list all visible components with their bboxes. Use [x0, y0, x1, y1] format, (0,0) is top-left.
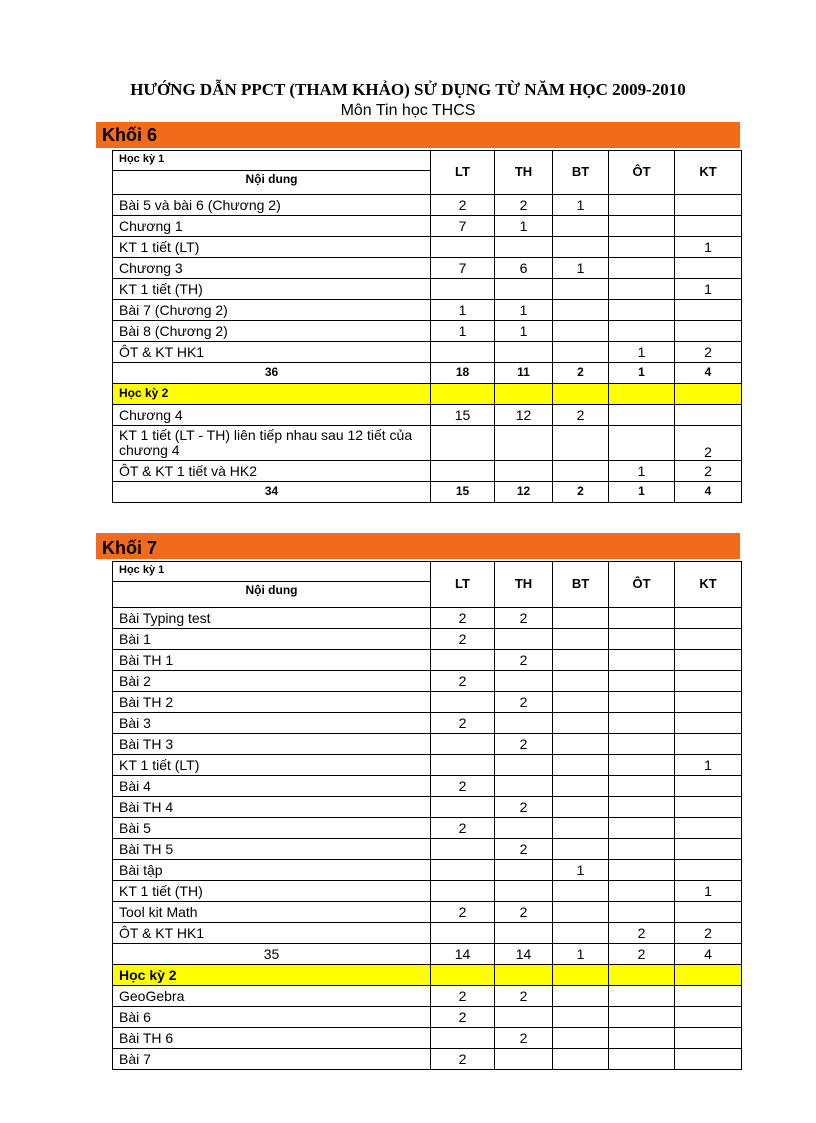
value-cell [609, 258, 675, 279]
content-cell: Bài TH 4 [113, 797, 431, 818]
value-cell [553, 797, 609, 818]
content-cell: ÔT & KT HK1 [113, 342, 431, 363]
value-cell [675, 1049, 742, 1070]
table-row [113, 195, 742, 216]
value-cell: 2 [675, 426, 742, 461]
value-cell: 2 [431, 986, 495, 1007]
content-cell: Bài TH 5 [113, 839, 431, 860]
value-cell: 2 [675, 923, 742, 944]
value-cell [675, 734, 742, 755]
value-cell [609, 881, 675, 902]
value-cell [609, 426, 675, 461]
total-cell: 34 [113, 482, 431, 503]
content-column-header: Nội dung [245, 172, 298, 186]
column-header-kt: KT [675, 562, 742, 608]
value-cell [553, 237, 609, 258]
value-cell [431, 650, 495, 671]
value-cell: 2 [609, 923, 675, 944]
value-cell [553, 650, 609, 671]
value-cell [675, 902, 742, 923]
value-cell [495, 461, 553, 482]
value-cell [609, 776, 675, 797]
value-cell: 2 [495, 986, 553, 1007]
value-cell [553, 902, 609, 923]
column-header-lt: LT [431, 562, 495, 608]
value-cell [553, 1049, 609, 1070]
content-cell: Tool kit Math [113, 902, 431, 923]
content-cell: Bài 4 [113, 776, 431, 797]
table-row [113, 797, 742, 818]
value-cell [675, 300, 742, 321]
value-cell [609, 321, 675, 342]
value-cell [675, 860, 742, 881]
content-cell: Bài TH 3 [113, 734, 431, 755]
value-cell: 2 [495, 608, 553, 629]
value-cell [553, 692, 609, 713]
table-row [113, 818, 742, 839]
value-cell: 1 [553, 258, 609, 279]
value-cell: 2 [431, 1049, 495, 1070]
total-cell: 1 [609, 482, 675, 503]
value-cell: 2 [431, 629, 495, 650]
table-row [113, 734, 742, 755]
content-cell: Bài 3 [113, 713, 431, 734]
value-cell [609, 216, 675, 237]
value-cell [609, 300, 675, 321]
semester-label: Học kỳ 2 [113, 384, 431, 405]
value-cell [553, 734, 609, 755]
value-cell [553, 342, 609, 363]
value-cell [609, 405, 675, 426]
value-cell: 2 [495, 195, 553, 216]
table-row [113, 839, 742, 860]
value-cell [609, 755, 675, 776]
table-row [113, 342, 742, 363]
value-cell: 2 [431, 608, 495, 629]
value-cell [553, 321, 609, 342]
value-cell: 1 [495, 300, 553, 321]
value-cell [495, 1007, 553, 1028]
value-cell [495, 881, 553, 902]
value-cell [675, 1007, 742, 1028]
value-cell: 1 [495, 321, 553, 342]
table-header-row [113, 562, 742, 608]
semester-2-header-row [113, 965, 742, 986]
value-cell [675, 321, 742, 342]
header-cell-content [113, 562, 431, 608]
value-cell [495, 1049, 553, 1070]
value-cell: 1 [675, 237, 742, 258]
value-cell: 1 [431, 321, 495, 342]
column-header-kt: KT [675, 151, 742, 195]
value-cell: 1 [675, 279, 742, 300]
content-column-header: Nội dung [245, 583, 298, 597]
content-cell: ÔT & KT HK1 [113, 923, 431, 944]
content-cell: Bài TH 2 [113, 692, 431, 713]
value-cell [495, 818, 553, 839]
value-cell [675, 776, 742, 797]
table-row [113, 650, 742, 671]
value-cell: 7 [431, 216, 495, 237]
content-cell: ÔT & KT 1 tiết và HK2 [113, 461, 431, 482]
value-cell [609, 279, 675, 300]
content-cell: Chương 1 [113, 216, 431, 237]
table-row [113, 258, 742, 279]
value-cell: 2 [495, 692, 553, 713]
content-cell: KT 1 tiết (LT) [113, 755, 431, 776]
value-cell: 2 [431, 902, 495, 923]
table-row [113, 405, 742, 426]
header-cell-content [113, 151, 431, 195]
value-cell [609, 608, 675, 629]
value-cell: 2 [495, 839, 553, 860]
value-cell: 2 [675, 342, 742, 363]
content-cell: Bài 8 (Chương 2) [113, 321, 431, 342]
content-cell: KT 1 tiết (TH) [113, 881, 431, 902]
value-cell [675, 629, 742, 650]
value-cell [675, 405, 742, 426]
total-cell: 12 [495, 482, 553, 503]
semester-label: Học kỳ 2 [113, 965, 431, 986]
total-cell: 4 [675, 482, 742, 503]
value-cell [553, 461, 609, 482]
total-cell: 11 [495, 363, 553, 384]
table-row [113, 629, 742, 650]
value-cell: 1 [553, 195, 609, 216]
value-cell: 1 [609, 342, 675, 363]
total-cell: 18 [431, 363, 495, 384]
semester-1-total-row [113, 944, 742, 965]
value-cell [431, 755, 495, 776]
value-cell [609, 797, 675, 818]
value-cell [553, 1028, 609, 1049]
value-cell: 12 [495, 405, 553, 426]
value-cell [431, 342, 495, 363]
value-cell [431, 1028, 495, 1049]
table-row [113, 1028, 742, 1049]
value-cell [609, 902, 675, 923]
value-cell [553, 216, 609, 237]
column-header-th: TH [495, 562, 553, 608]
value-cell: 15 [431, 405, 495, 426]
value-cell [553, 776, 609, 797]
value-cell [675, 1028, 742, 1049]
content-cell: KT 1 tiết (LT - TH) liên tiếp nhau sau 12 tiết của chương 4 [113, 426, 431, 461]
value-cell [553, 923, 609, 944]
table-row [113, 902, 742, 923]
table-row [113, 986, 742, 1007]
value-cell [495, 923, 553, 944]
table-khoi-6 [112, 150, 742, 503]
value-cell [675, 195, 742, 216]
value-cell [553, 629, 609, 650]
table-row [113, 713, 742, 734]
content-cell: Bài Typing test [113, 608, 431, 629]
total-cell: 35 [113, 944, 431, 965]
table-row [113, 300, 742, 321]
content-cell: Bài 7 [113, 1049, 431, 1070]
value-cell: 2 [431, 776, 495, 797]
value-cell [675, 258, 742, 279]
total-cell: 15 [431, 482, 495, 503]
value-cell [431, 237, 495, 258]
content-cell: Chương 3 [113, 258, 431, 279]
value-cell [553, 608, 609, 629]
total-cell: 2 [553, 363, 609, 384]
value-cell [553, 426, 609, 461]
value-cell [495, 279, 553, 300]
value-cell [431, 692, 495, 713]
value-cell [675, 608, 742, 629]
column-header-th: TH [495, 151, 553, 195]
document-title: HƯỚNG DẪN PPCT (THAM KHẢO) SỬ DỤNG TỪ NĂM HỌC 2009-2010 [130, 80, 686, 99]
value-cell [431, 923, 495, 944]
value-cell [609, 986, 675, 1007]
table-row [113, 237, 742, 258]
total-cell: 2 [609, 944, 675, 965]
semester-label: Học kỳ 1 [113, 562, 430, 582]
value-cell [495, 629, 553, 650]
value-cell [609, 629, 675, 650]
value-cell [495, 860, 553, 881]
table-row [113, 755, 742, 776]
table-row [113, 461, 742, 482]
content-cell: KT 1 tiết (LT) [113, 237, 431, 258]
value-cell [675, 713, 742, 734]
value-cell [431, 881, 495, 902]
value-cell [609, 1007, 675, 1028]
value-cell: 1 [609, 461, 675, 482]
value-cell [553, 818, 609, 839]
value-cell [609, 860, 675, 881]
value-cell: 2 [495, 1028, 553, 1049]
value-cell: 2 [495, 902, 553, 923]
table-row [113, 1049, 742, 1070]
value-cell: 2 [431, 195, 495, 216]
column-header-ot: ÔT [609, 562, 675, 608]
semester-1-total-row [113, 363, 742, 384]
value-cell [675, 839, 742, 860]
table-row [113, 923, 742, 944]
content-cell: KT 1 tiết (TH) [113, 279, 431, 300]
value-cell [553, 881, 609, 902]
document-subtitle: Môn Tin học THCS [340, 102, 476, 119]
table-row [113, 279, 742, 300]
value-cell: 2 [431, 671, 495, 692]
value-cell: 7 [431, 258, 495, 279]
content-cell: Bài 5 và bài 6 (Chương 2) [113, 195, 431, 216]
value-cell: 1 [675, 881, 742, 902]
total-cell: 1 [553, 944, 609, 965]
value-cell [553, 755, 609, 776]
section-header-khoi-6 [96, 122, 740, 148]
total-cell: 14 [495, 944, 553, 965]
value-cell: 2 [553, 405, 609, 426]
content-cell: Bài 6 [113, 1007, 431, 1028]
value-cell [553, 986, 609, 1007]
column-header-bt: BT [553, 562, 609, 608]
value-cell: 2 [495, 797, 553, 818]
value-cell [609, 671, 675, 692]
value-cell [495, 776, 553, 797]
value-cell [431, 426, 495, 461]
total-cell: 4 [675, 363, 742, 384]
table-row [113, 321, 742, 342]
value-cell: 2 [431, 713, 495, 734]
value-cell [675, 671, 742, 692]
table-row [113, 776, 742, 797]
value-cell [431, 860, 495, 881]
value-cell: 2 [431, 1007, 495, 1028]
value-cell [495, 713, 553, 734]
value-cell: 2 [675, 461, 742, 482]
value-cell [495, 671, 553, 692]
content-cell: Bài TH 1 [113, 650, 431, 671]
value-cell [675, 986, 742, 1007]
value-cell [675, 692, 742, 713]
value-cell: 1 [553, 860, 609, 881]
value-cell [609, 818, 675, 839]
value-cell [609, 237, 675, 258]
section-title: Khối 6 [102, 125, 158, 145]
value-cell [431, 734, 495, 755]
value-cell [431, 797, 495, 818]
value-cell [495, 426, 553, 461]
value-cell [553, 279, 609, 300]
value-cell [553, 713, 609, 734]
content-cell: Bài 2 [113, 671, 431, 692]
table-row [113, 692, 742, 713]
value-cell [609, 1049, 675, 1070]
value-cell [553, 839, 609, 860]
semester-2-total-row [113, 482, 742, 503]
content-cell: Bài 7 (Chương 2) [113, 300, 431, 321]
semester-2-header-row [113, 384, 742, 405]
total-cell: 1 [609, 363, 675, 384]
content-cell: Bài 5 [113, 818, 431, 839]
value-cell [553, 1007, 609, 1028]
section-title: Khối 7 [102, 538, 158, 558]
value-cell [431, 279, 495, 300]
table-row [113, 426, 742, 461]
value-cell [609, 650, 675, 671]
table-khoi-7 [112, 561, 742, 1070]
total-cell: 14 [431, 944, 495, 965]
value-cell [609, 713, 675, 734]
value-cell: 2 [431, 818, 495, 839]
total-cell: 4 [675, 944, 742, 965]
value-cell: 2 [495, 650, 553, 671]
column-header-lt: LT [431, 151, 495, 195]
value-cell: 1 [675, 755, 742, 776]
value-cell [609, 734, 675, 755]
table-row [113, 608, 742, 629]
value-cell [675, 797, 742, 818]
value-cell: 2 [495, 734, 553, 755]
semester-label: Học kỳ 1 [113, 151, 430, 171]
total-cell: 36 [113, 363, 431, 384]
value-cell [609, 839, 675, 860]
value-cell [609, 692, 675, 713]
table-row [113, 860, 742, 881]
table-row [113, 216, 742, 237]
value-cell [553, 300, 609, 321]
content-cell: Bài 1 [113, 629, 431, 650]
value-cell [609, 195, 675, 216]
content-cell: GeoGebra [113, 986, 431, 1007]
total-cell: 2 [553, 482, 609, 503]
value-cell [495, 237, 553, 258]
content-cell: Chương 4 [113, 405, 431, 426]
value-cell [495, 342, 553, 363]
value-cell [495, 755, 553, 776]
value-cell: 1 [495, 216, 553, 237]
value-cell [553, 671, 609, 692]
table-header-row [113, 151, 742, 195]
value-cell [675, 650, 742, 671]
value-cell: 1 [431, 300, 495, 321]
value-cell: 6 [495, 258, 553, 279]
value-cell [675, 818, 742, 839]
table-row [113, 881, 742, 902]
value-cell [431, 839, 495, 860]
column-header-bt: BT [553, 151, 609, 195]
section-header-khoi-7 [96, 533, 740, 559]
table-row [113, 671, 742, 692]
content-cell: Bài TH 6 [113, 1028, 431, 1049]
content-cell: Bài tập [113, 860, 431, 881]
value-cell [431, 461, 495, 482]
table-row [113, 1007, 742, 1028]
value-cell [675, 216, 742, 237]
value-cell [609, 1028, 675, 1049]
column-header-ot: ÔT [609, 151, 675, 195]
